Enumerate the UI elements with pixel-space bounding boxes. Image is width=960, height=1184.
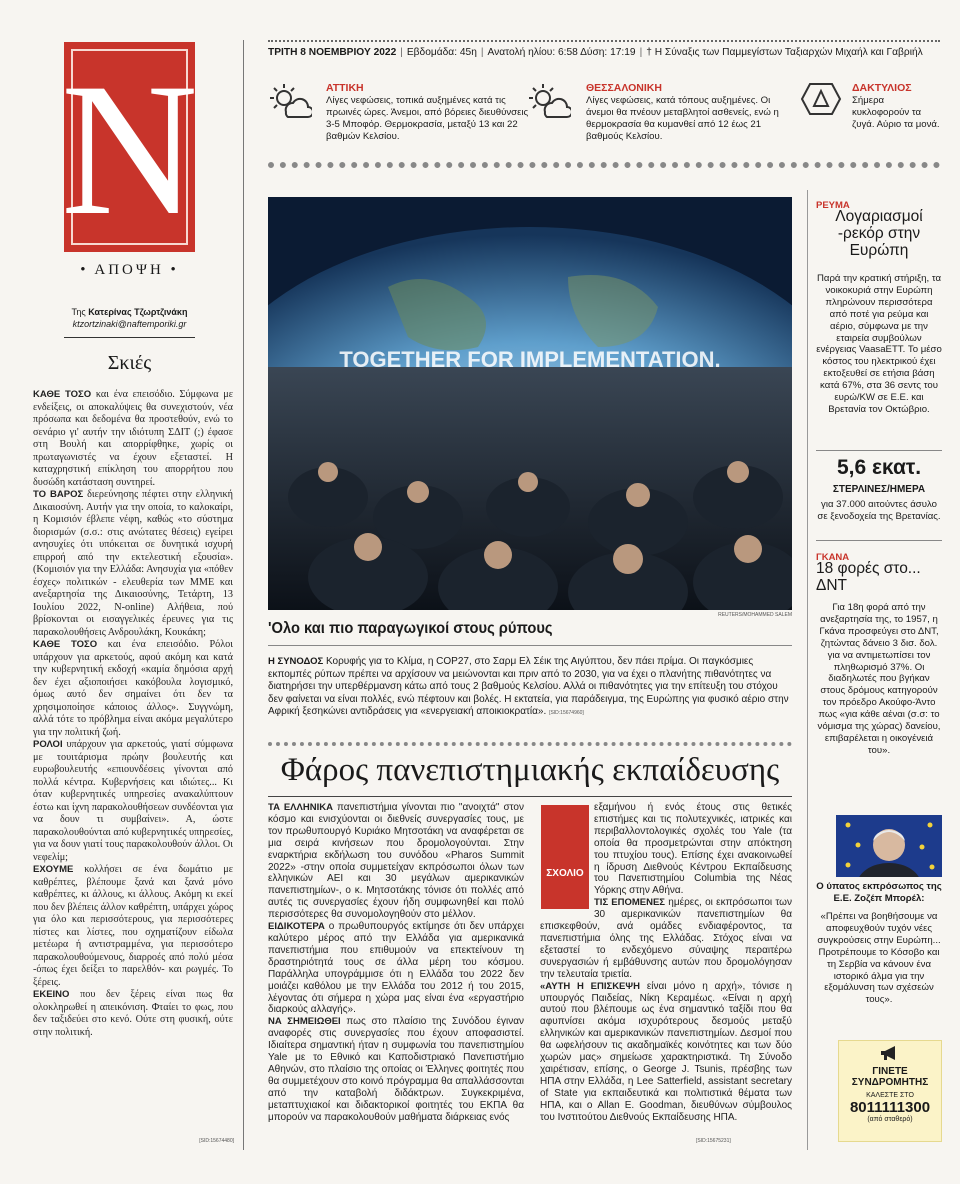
ghana-headline: 18 φορές στο... ΔΝΤ (816, 560, 921, 594)
author-email: ktzortzinaki@naftemporiki.gr (72, 319, 187, 329)
weather-attica: ΑΤΤΙΚΗ Λίγες νεφώσεις, τοπικά αυξημένες κατά τις πρωινές ώρες. Άνεμοι, από βόρειες διευθύνσεις 3-5 Μποφόρ. Θερμοκρασία, μεταξύ 13 και 22 βαθμών Κελσίου. (326, 82, 529, 142)
energy-text: Παρά την κρατική στήριξη, τα νοικοκυριά στην Ευρώπη πληρώνουν περισσότερα από ποτέ για ρεύμα και αέριο, σύμφωνα με την εταιρεία συμβούλων ενέργειας VaasaETT. Το μέσο κόστος του ηλεκτρικού έχει εκτοξευθεί σε ετήσια βάση κατά 67%, στα 36 σεντς του ευρώ/KW σε Ε.Ε. και Βρετανία τον Οκτώβριο. (816, 273, 942, 415)
column-paragraph: ΡΟΛΟΙ υπάρχουν για αρκετούς, γιατί σύμφωνα με τουιτάρισμα πρώην βουλευτής και ευρωβουλευτής «επιουνδέσεις γίνονται από πολλά κέντρα. Κυβερνήσεις και ιδιώτες... Κι όταν κυβερνητικές υπηρεσίες ανακαλύπτουν έστω και ίχνη παρακολουθήσεων συνδέονται για να δουν τι συμβαίνει». Α, ώστε παρακολουθούνται από κυβερνητικές υπηρεσίες, για να δουν γιατί τους παρακολουθούν άλλοι. Οι νεφελίμ; (33, 739, 233, 863)
column-body (33, 389, 233, 1134)
stat-number: 5,6 εκατ. (836, 456, 922, 479)
author-byline (64, 306, 195, 330)
divider (268, 796, 792, 797)
main-story-body (268, 656, 792, 720)
borrell-quote: «Πρέπει να βοηθήσουμε να αποφευχθούν τυχόν νέες συγκρούσεις στην Ευρώπη... Προτρέπουμε το Κόσοβο και τη Σερβία να κάνουν ένα ιστορικό άλμα για την εξομάλυνση των σχέσεών τους». (817, 911, 941, 1006)
faros-column-1 (268, 802, 524, 1152)
logo-letter: N (60, 45, 199, 255)
subscribe-note: (από σταθερό) (867, 1116, 913, 1123)
borrell-photo (836, 815, 942, 877)
faros-column-2 (540, 802, 792, 1152)
story-id: [SID:15674480] (199, 1138, 234, 1144)
stat-text: για 37.000 αιτούντες άσυλο σε ξενοδοχεία της Βρετανίας. (817, 499, 941, 522)
divider (268, 645, 792, 646)
subscribe-phone[interactable]: 8011111300 (849, 1099, 931, 1116)
photo-banner: TOGETHER FOR IMPLEMENTATION. (339, 347, 721, 372)
author-name: Κατερίνας Τζωρτζινάκη (88, 307, 188, 317)
week: Εβδομάδα: 45η (406, 47, 477, 58)
column-divider (807, 190, 808, 1150)
faros-paragraph: ΤΙΣ ΕΠΟΜΕΝΕΣ ημέρες, οι εκπρόσωποι των 30 αμερικανικών πανεπιστημίων θα επισκεφθούν, ανά ομάδες ενδιαφέροντος, τα πανεπιστήμια όλης της Ελλάδας. Στόχος είναι να εξεταστεί το ενδεχόμενο σύναψης περαιτέρω συνεργασιών ή εμβάθυνσης αυτών που δρομολόγησαν την τελευταία τριετία. (540, 897, 792, 980)
dotted-rule (268, 162, 940, 168)
photo-caption: Ο ύπατος εκπρόσωπος της Ε.Ε. Ζοζέπ Μπορέλ: (816, 881, 942, 904)
main-headline: 'Ολο και πιο παραγωγικοί στους ρύπους (268, 620, 553, 637)
column-paragraph: ΕΚΕΙΝΟ που δεν ξέρεις είναι πως θα ολοκληρωθεί η απεικόνιση. Φταίει το φως, που δεν ταξιδεύει στο κενό. Ούτε στη φυσική, ούτε στην πολιτική. (33, 989, 233, 1038)
stat-unit: ΣΤΕΡΛΙΝΕΣ/ΗΜΕΡΑ (832, 484, 926, 495)
faros-paragraph: εξαμήνου ή ενός έτους στις θετικές επιστήμες και τις πολυτεχνικές, ιατρικές και περιβαλλοντολογικές σχολές του Yale (τα οποία θα προσμετρώνται στην απόκτηση του πτυχίου τους). Επίσης έχει ανακοινωθεί η ίδρυση Διεθνούς Κέντρου Εκπαίδευσης του Πανεπιστημίου Columbia της Νέας Υόρκης στην Αθήνα. (594, 802, 792, 897)
cop27-photo (268, 197, 792, 610)
subscribe-call: ΚΑΛΕΣΤΕ ΣΤΟ (866, 1092, 914, 1099)
dotted-rule (268, 742, 792, 747)
weather-icon (527, 82, 571, 127)
sunrise-sunset: Ανατολή ηλίου: 6:58 Δύση: 17:19 (487, 47, 636, 58)
dotted-rule (268, 40, 940, 42)
faros-paragraph: ΤΑ ΕΛΛΗΝΙΚΑ πανεπιστήμια γίνονται πιο "ανοιχτά" στον κόσμο και ενισχύονται οι διεθνείς συνεργασίες τους, με τον πρωθυπουργό Κυριάκο Μητσοτάκη να αναφέρεται σε μια σειρά κινήσεων που δρομολογούνται. Στην εναρκτήρια εκδήλωση του συνόδου «Pharos Summit 2022» -στην οποία συμμετείχαν εκπρόσωποι όλων των ελληνικών ΑΕΙ και 30 μεγάλων αμερικανικών πανεπιστημίων-, ο κ. Μητσοτάκης τόνισε ότι πολλές από αυτές τις συνεργασίες έχουν ήδη συμφωνηθεί και πολύ περισσότερες θα συνομολογηθούν στο μέλλον. (268, 802, 524, 921)
comment-label: ΣΧΟΛΙΟ (546, 868, 584, 879)
newspaper-logo (60, 42, 199, 255)
faros-paragraph: ΕΙΔΙΚΟΤΕΡΑ ο πρωθυπουργός εκτίμησε ότι δεν υπάρχει καλύτερο μέρος από την Ελλάδα για αμερικανικά πανεπιστήμια που επιθυμούν να επεκτείνουν τη δραστηριότητά τους σε άλλα μέρη του κόσμου. Παράλληλα υπογράμμισε ότι η Ελλάδα του 2022 δεν μοιάζει καθόλου με την Ελλάδα του 2012 ή του 2015, λέγοντας ότι σήμερα η χώρα μας είναι ένα «εργαστήριο διαρκούς αλλαγής». (268, 921, 524, 1016)
traffic-ring: ΔΑΚΤΥΛΙΟΣ Σήμερα κυκλοφορούν τα ζυγά. Αύριο τα μονά. (852, 82, 940, 130)
ghana-text: Για 18η φορά από την ανεξαρτησία της, το 1957, η Γκάνα προσφεύγει στο ΔΝΤ, ζητώντας δάνειο 3 δισ. δολ. για να αντιμετωπίσει τον πληθωρισμό 37%. Οι διαδηλωτές που βγήκαν στους δρόμους κατηγορούν τον πρόεδρο Ακούφο-Άντο πως «για κάθε αέναι (σ.σ: το νόμισμα της χώρας) δανείου, επιβαρέλεται η οικογένειά του». (817, 602, 941, 756)
divider (816, 450, 942, 451)
photo-credit: REUTERS/MOHAMMED SALEM (718, 612, 792, 618)
column-paragraph: ΕΧΟΥΜΕ κολλήσει σε ένα δωμάτιο με καθρέπτες, βλέπουμε ξανά και ξανά μόνο καθρέπτες, κι άλλους, κι άλλους. Ακόμη κι εκεί που δεν βλέπεις άλλον καθρέπτη, υπάρχει χώρος για όλο και περισσότερους, για περισσότερες πίστες και λίστες, που σχηματίζουν είδωλα μετέωρα ή αντιστραμμένα, για περισσότερο παρακολουθούμενους, διαρροές από πολύ μέσα -όπως έχει δείξει το παρελθόν- και ρωγμές. Το ξέρεις. (33, 864, 233, 988)
story-id: [SID:15675231] (696, 1138, 731, 1144)
faros-paragraph: «ΑΥΤΗ Η ΕΠΙΣΚΕΨΗ είναι μόνο η αρχή», τόνισε η υπουργός Παιδείας, Νίκη Κεραμέως. «Είναι η αρχή αυτού που βλέπουμε ως ένα σημαντικό ταξίδι που θα αφυπνίσει ακόμα ισχυρότερους δεσμούς μεταξύ ελληνικών και αμερικανικών πανεπιστημίων. Δεσμοί που θα ωφελήσουν τις ακαδημαϊκές κοινότητες και των δύο χωρών μας» σημείωσε χαρακτηριστικά. Τη Σύνοδο χαιρέτισαν, επίσης, ο George J. Tsunis, πρέσβης των ΗΠΑ στην Ελλάδα, η Lee Satterfield, assistant secretary of State για εκπαιδευτικά και πολιτιστικά θέματα των ΗΠΑ, και ο Allan E. Goodman, διευθύνων σύμβουλος του Ινστιτούτου Διεθνούς Εκπαίδευσης ΗΠΑ. (540, 980, 792, 1123)
traffic-ring-icon (800, 82, 842, 121)
saint-of-day: † Η Σύναξις των Παμμεγίστων Ταξιαρχών Μιχαήλ και Γαβριήλ (646, 47, 923, 58)
main-story-text: Κορυφής για το Κλίμα, η COP27, στο Σαρμ Ελ Σέικ της Αιγύπτου, δεν πάει πρίμα. Οι παγκόσμιες εκπομπές ρύπων πρέπει να αρχίσουν να μειώνονται και πριν από το 2030, για να έχει ο πλανήτης πιθανότητες να διατηρήσει την υπερθέρμανση κάτω από τους 2 βαθμούς Κελσίου. Αλλά οι πιθανότητες για την επίτευξη του στόχου δεν φαίνεται να είναι πολλές, ενώ πέφτουν και βολές. Η εκτατεία, για παράδειγμα, της Ευρώπης για φυσικό αέριο στην Αφρική ξεσηκώνει αντιδράσεις για «ενεργειακή αποικιοκρατία». (268, 656, 789, 717)
weather-icon (268, 82, 312, 127)
column-divider (243, 40, 244, 1150)
faros-paragraph: ΝΑ ΣΗΜΕΙΩΘΕΙ πως στο πλαίσιο της Συνόδου έγιναν αναφορές στις συνεργασίες που έχουν αποφασιστεί. Ιδιαίτερα σημαντική ήταν η συμφωνία του πανεπιστημίου Yale με το Εθνικό και Καποδιστριακό Πανεπιστήμιο Αθηνών, στο πλαίσιο της οποίας οι Έλληνες φοιτητές που θα συμμετέχουν στο κοινό πρόγραμμα θα απαλλάσσονται από την καταβολή διδάκτρων. Συγκεκριμένα, μεταπτυχιακοί και διδακτορικοί φοιτητές του ΕΚΠΑ θα μπορούν να παρακολουθούν μαθήματα διάρκειας ενός (268, 1016, 524, 1123)
column-paragraph: ΚΑΘΕ ΤΟΣΟ και ένα επεισόδιο. Σύμφωνα με ενδείξεις, οι αποκαλύψεις θα συνεχιστούν, νέα πρόσωπα και δεδομένα θα προστεθούν, ενώ το σενάριο γι' αυτήν την ιδιότυπη ΣΔΙΤ (;) έφασε στη Βουλή και απορρίφθηκε, χωρίς οι πρωταγωνιστές να έχουν εξεταστεί. Η καταχρηστική επίκληση του απορρήτου που δυσώδη κατάσταση συντηρεί. (33, 389, 233, 488)
ghana-kicker: ΓΚΑΝΑ (816, 552, 850, 563)
author-prefix: Της (71, 307, 86, 317)
section-label: • ΑΠΟΨΗ • (80, 262, 179, 278)
divider (64, 337, 195, 338)
divider (816, 540, 942, 541)
subscription-box[interactable] (838, 1040, 942, 1142)
megaphone-icon (839, 1045, 941, 1066)
weather-thessaloniki: ΘΕΣΣΑΛΟΝΙΚΗ Λίγες νεφώσεις, κατά τόπους αυξημένες. Οι άνεμοι θα πνέουν μεταβλητοί ασθενείς, ενώ η θερμοκρασία θα κυμανθεί από 12 έως 21 βαθμούς Κελσίου. (586, 82, 779, 142)
float-spacer (540, 802, 594, 910)
main-story-lead: Η ΣΥΝΟΔΟΣ (268, 656, 324, 667)
column-paragraph: ΚΑΘΕ ΤΟΣΟ και ένα επεισόδιο. Ρόλοι υπάρχουν για αρκετούς, αφού ακόμη και κατά την κυβερνητική εκδοχή «καμία δημόσια αρχή δεν έχει αξιοποιήσει κακόβουλα λογισμικό, όμως αυτό δεν σημαίνει ότι δεν τα χρησιμοποίησε κάποιος άλλος». Συγγνώμη, αλλά τότε το πρόβλημα είναι ακόμα μεγαλύτερο για την πολιτική ζωή. (33, 639, 233, 738)
energy-kicker: ΡΕΥΜΑ (816, 200, 850, 211)
date: ΤΡΙΤΗ 8 ΝΟΕΜΒΡΙΟΥ 2022 (268, 47, 397, 58)
column-title: Σκιές (107, 352, 152, 374)
energy-headline: Λογαριασμοί -ρεκόρ στην Ευρώπη (835, 208, 923, 259)
date-bar: ΤΡΙΤΗ 8 ΝΟΕΜΒΡΙΟΥ 2022 | Εβδομάδα: 45η | Ανατολή ηλίου: 6:58 Δύση: 17:19 | † Η Σύναξις των Παμμεγίστων Ταξιαρχών Μιχαήλ και Γαβριήλ (268, 47, 923, 58)
column-paragraph: ΤΟ ΒΑΡΟΣ διερεύνησης πέφτει στην ελληνική Δικαιοσύνη. Αυτήν για την οποία, το καλοκαίρι, η Κομισιόν έβλεπε νέφη, καθώς «το σύστημα διορισμών (σ.σ.: στις ανώτατες θέσεις) εγείρει ανησυχίες ότι υπόκειται σε δυνητικά ισχυρή επιρροή από την εκτελεστική εξουσία». (Κομισιόν για την Ελλάδα: Ανησυχία για «πόθεν έσχες» πολιτικών - ελευθερία των ΜΜΕ και ανεξαρτησία της Δικαιοσύνης, Τετάρτη, 13 Ιουλίου 2022, N-online) Αλήθεια, πού βρίσκονται οι εισαγγελικές έρευνες για τις παρακολουθήσεις Ανδρουλάκη, Κουκάκη; (33, 489, 233, 638)
faros-headline: Φάρος πανεπιστημιακής εκπαίδευσης (280, 752, 780, 788)
subscribe-title: ΓΙΝΕΤΕ ΣΥΝΔΡΟΜΗΤΗΣ (851, 1066, 929, 1088)
story-id: [SID:15674960] (549, 710, 584, 716)
